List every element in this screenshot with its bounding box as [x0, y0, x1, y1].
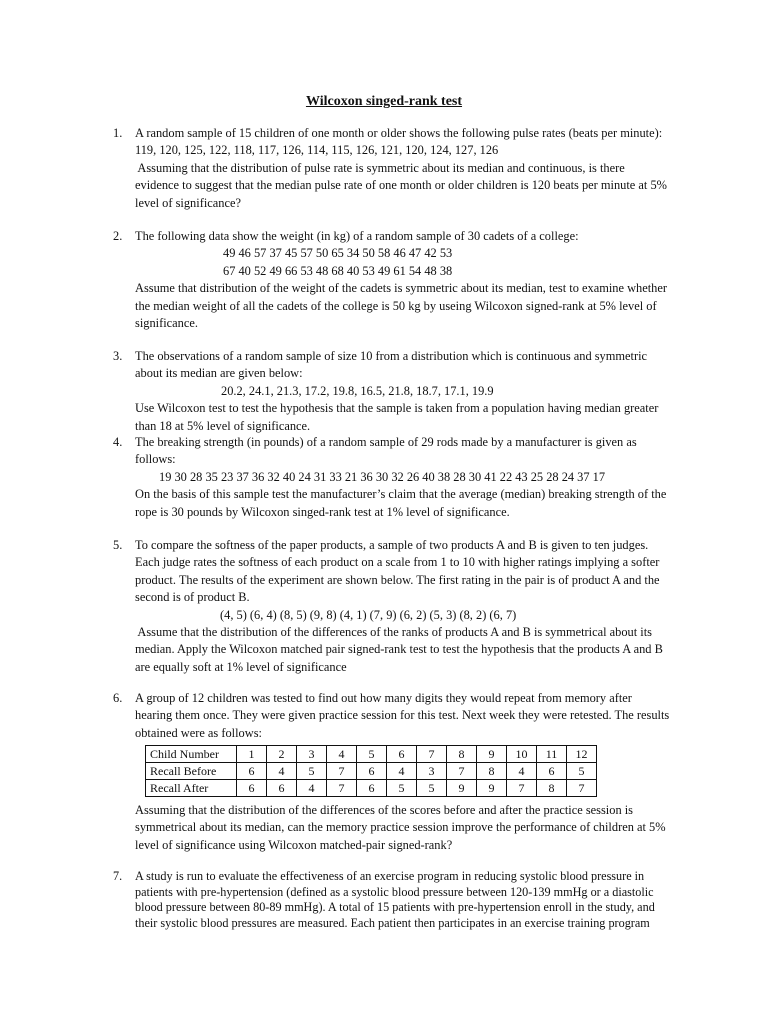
- question-2: [113, 228, 678, 332]
- question-text: obtained were as follows:: [135, 725, 262, 740]
- table-cell: 12: [567, 746, 597, 763]
- question-text: Assume that distribution of the weight of the cadets is symmetric about its median, test to examine whether: [135, 281, 667, 296]
- question-text: A random sample of 15 children of one month or older shows the following pulse rates (beats per minute):: [135, 126, 663, 140]
- observation-data: 20.2, 24.1, 21.3, 17.2, 19.8, 16.5, 21.8, 18.7, 17.1, 19.9: [221, 383, 494, 398]
- question-number: 4.: [113, 435, 123, 449]
- question-text: A group of 12 children was tested to find out how many digits they would repeat from memory after: [135, 691, 632, 705]
- question-number: 2.: [113, 229, 123, 243]
- table-row: [146, 780, 597, 797]
- table-cell: 8: [477, 763, 507, 780]
- strength-data: 19 30 28 35 23 37 36 32 40 24 31 33 21 36 30 32 26 40 38 28 30 41 22 43 25 28 24 37 17: [159, 469, 606, 484]
- question-number: 7.: [113, 869, 123, 883]
- row-header: Recall After: [146, 780, 237, 797]
- question-text: evidence to suggest that the median pulse rate of one month or older children is 120 beats per minute at 5%: [135, 178, 667, 193]
- question-text: symmetrical about its median, can the memory practice session improve the performance of children at 5%: [135, 820, 666, 835]
- table-cell: 6: [387, 746, 417, 763]
- table-row: [146, 746, 597, 763]
- question-text: second is of product B.: [135, 590, 250, 605]
- table-cell: 6: [237, 780, 267, 797]
- question-text: are equally soft at 1% level of significance: [135, 659, 347, 674]
- table-cell: 9: [477, 780, 507, 797]
- question-text: median. Apply the Wilcoxon matched pair signed-rank test to test the hypothesis that the products A and B: [135, 642, 663, 657]
- table-cell: 5: [357, 746, 387, 763]
- question-3: [113, 348, 678, 435]
- table-cell: 7: [417, 746, 447, 763]
- table-cell: 5: [567, 763, 597, 780]
- question-text: rope is 30 pounds by Wilcoxon singed-rank test at 1% level of significance.: [135, 504, 510, 519]
- table-cell: 10: [507, 746, 537, 763]
- question-5: [113, 537, 678, 676]
- question-text: follows:: [135, 452, 176, 467]
- row-header: Child Number: [146, 746, 237, 763]
- question-text: level of significance?: [135, 195, 241, 210]
- question-text: significance.: [135, 316, 198, 331]
- rating-pairs: (4, 5) (6, 4) (8, 5) (9, 8) (4, 1) (7, 9) (6, 2) (5, 3) (8, 2) (6, 7): [220, 607, 517, 622]
- question-text: The observations of a random sample of size 10 from a distribution which is continuous and symmetric: [135, 349, 648, 363]
- table-cell: 11: [537, 746, 567, 763]
- question-1: [113, 125, 678, 212]
- table-cell: 4: [507, 763, 537, 780]
- weight-data-row-2: 67 40 52 49 66 53 48 68 40 53 49 61 54 48 38: [223, 263, 453, 278]
- table-cell: 3: [417, 763, 447, 780]
- table-cell: 5: [387, 780, 417, 797]
- table-cell: 8: [537, 780, 567, 797]
- question-text: about its median are given below:: [135, 366, 303, 381]
- table-cell: 7: [507, 780, 537, 797]
- question-text: Assuming that the distribution of pulse rate is symmetric about its median and continuous, is there: [135, 160, 625, 175]
- table-cell: 2: [267, 746, 297, 763]
- table-cell: 4: [297, 780, 327, 797]
- pulse-data: 119, 120, 125, 122, 118, 117, 126, 114, 115, 126, 121, 120, 124, 127, 126: [135, 143, 499, 158]
- table-cell: 1: [237, 746, 267, 763]
- table-cell: 7: [327, 780, 357, 797]
- table-cell: 6: [237, 763, 267, 780]
- table-cell: 4: [327, 746, 357, 763]
- table-cell: 9: [477, 746, 507, 763]
- question-7: [113, 869, 678, 931]
- table-cell: 3: [297, 746, 327, 763]
- question-text: hearing them once. They were given practice session for this test. Next week they were retested. The results: [135, 708, 670, 723]
- question-number: 3.: [113, 349, 123, 363]
- question-text: Each judge rates the softness of each product on a scale from 1 to 10 with higher ratings implying a softer: [135, 555, 660, 570]
- question-text: level of significance using Wilcoxon matched-pair signed-rank?: [135, 837, 453, 852]
- table-cell: 7: [327, 763, 357, 780]
- page-title: Wilcoxon singed-rank test: [305, 94, 463, 109]
- question-text: than 18 at 5% level of significance.: [135, 418, 311, 433]
- table-cell: 5: [417, 780, 447, 797]
- question-text: To compare the softness of the paper products, a sample of two products A and B is given to ten judges.: [135, 538, 649, 552]
- table-cell: 7: [567, 780, 597, 797]
- question-text: A study is run to evaluate the effectiveness of an exercise program in reducing systolic blood pressure in: [135, 869, 645, 883]
- question-text: their systolic blood pressures are measured. Each patient then participates in an exercise training program: [135, 915, 650, 930]
- question-number: 5.: [113, 538, 123, 552]
- table-row: [146, 763, 597, 780]
- table-cell: 6: [357, 763, 387, 780]
- question-text: Assume that the distribution of the differences of the ranks of products A and B is symmetrical about its: [135, 625, 652, 640]
- question-text: blood pressure between 80-89 mmHg). A total of 15 patients with pre-hypertension enroll in the study, and: [135, 900, 655, 915]
- table-cell: 5: [297, 763, 327, 780]
- question-6-continuation: [113, 802, 678, 854]
- question-number: 1.: [113, 126, 123, 140]
- table-cell: 9: [447, 780, 477, 797]
- question-text: The breaking strength (in pounds) of a random sample of 29 rods made by a manufacturer is given as: [135, 435, 637, 449]
- question-6: [113, 690, 678, 742]
- question-text: patients with pre-hypertension (defined as a systolic blood pressure between 120-139 mmHg or a diastolic: [135, 884, 654, 899]
- table-cell: 7: [447, 763, 477, 780]
- question-text: Assuming that the distribution of the differences of the scores before and after the practice session is: [135, 803, 633, 817]
- recall-table: [145, 745, 597, 797]
- table-cell: 6: [267, 780, 297, 797]
- question-text: Use Wilcoxon test to test the hypothesis that the sample is taken from a population having median greater: [135, 401, 659, 416]
- table-cell: 6: [537, 763, 567, 780]
- table-cell: 8: [447, 746, 477, 763]
- table-cell: 6: [357, 780, 387, 797]
- question-text: product. The results of the experiment are shown below. The first rating in the pair is of product A and the: [135, 572, 660, 587]
- weight-data-row-1: 49 46 57 37 45 57 50 65 34 50 58 46 47 42 53: [223, 246, 453, 261]
- question-4: [113, 434, 678, 521]
- row-header: Recall Before: [146, 763, 237, 780]
- table-cell: 4: [267, 763, 297, 780]
- question-text: the median weight of all the cadets of the college is 50 kg by useing Wilcoxon signed-rank at 5% level of: [135, 298, 657, 313]
- question-text: On the basis of this sample test the manufacturer’s claim that the average (median) breaking strength of the: [135, 487, 667, 502]
- table-cell: 4: [387, 763, 417, 780]
- question-text: The following data show the weight (in kg) of a random sample of 30 cadets of a college:: [135, 229, 579, 243]
- question-number: 6.: [113, 691, 123, 705]
